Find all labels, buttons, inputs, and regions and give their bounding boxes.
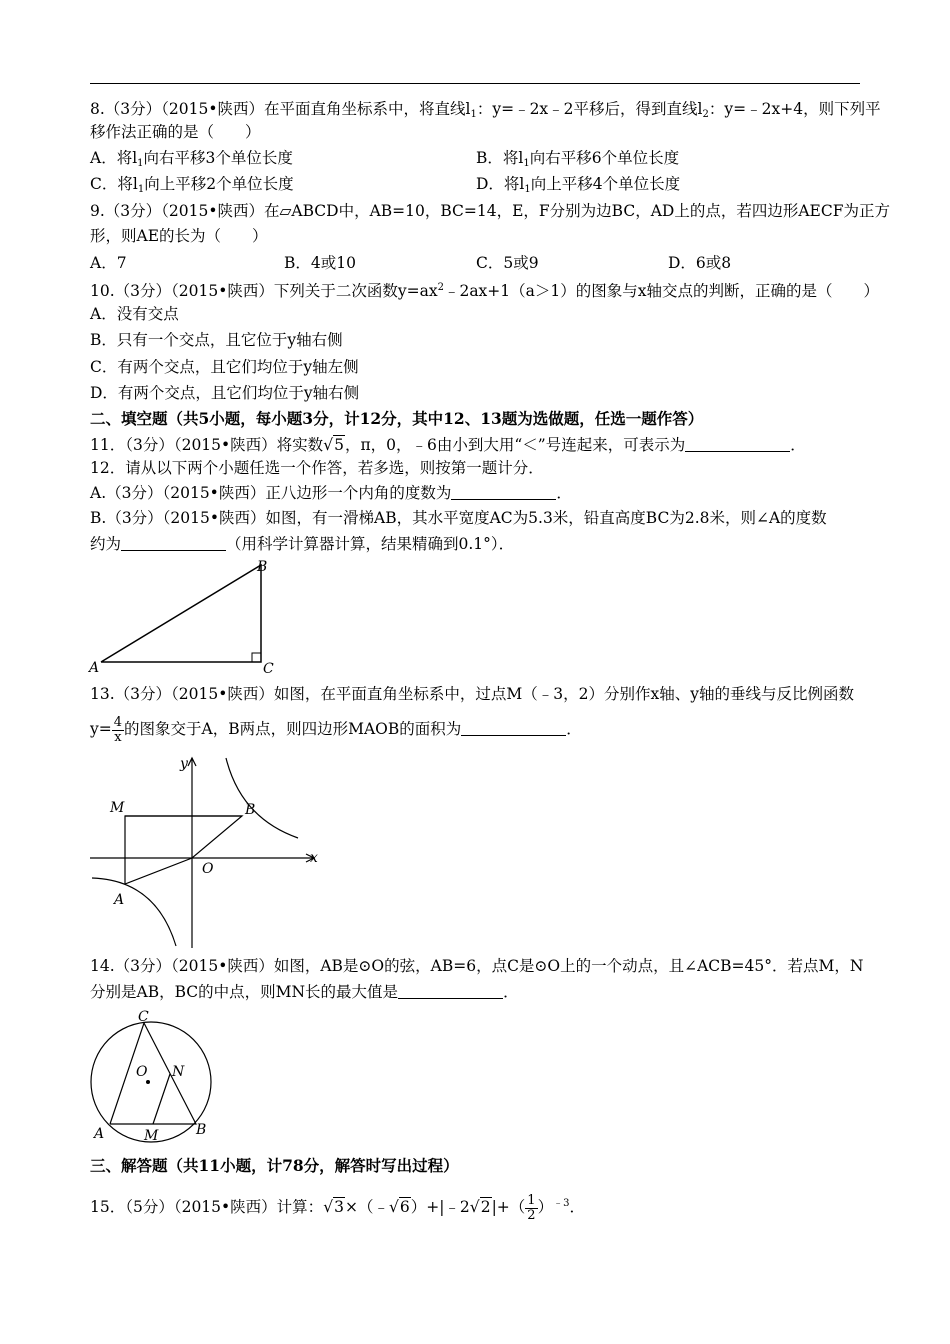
q8-option-c: C．将$l_1$向上平移2个单位长度 <box>90 175 294 195</box>
q13-stem-line2: y= $\frac{4}{x}$ 的图象交于A，B两点，则四边形MAOB的面积为 ． <box>90 714 582 745</box>
q14-stem-line1: 14.（3分）（2015•陕西）如图，AB是⊙O的弦，AB=6，点C是⊙O上的一个动点，且∠ACB=45°．若点M，N <box>90 957 864 975</box>
q9-option-a: A．7 <box>90 254 127 272</box>
q8-stem-line2: 移作法正确的是（ ） <box>90 123 261 141</box>
label-a: A <box>89 660 100 676</box>
answer-blank[interactable] <box>685 437 790 452</box>
label-a: A <box>114 892 125 908</box>
q8-option-d: D．将$l_1$向上平移4个单位长度 <box>476 175 681 195</box>
section-3-heading: 三、解答题（共11小题，计78分，解答时写出过程） <box>90 1156 459 1175</box>
q11-stem: 11．（3分）（2015•陕西）将实数√5，π，0，﹣6由小到大用“＜”号连起来，可表示为 ． <box>90 436 806 454</box>
q13-stem-line1: 13.（3分）（2015•陕西）如图，在平面直角坐标系中，过点M（﹣3，2）分别作x轴、y轴的垂线与反比例函数 <box>90 685 854 703</box>
circle-figure <box>86 1006 221 1146</box>
label-b: B <box>245 802 256 818</box>
q9-option-d: D．6或8 <box>668 254 732 272</box>
center-point <box>146 1080 150 1084</box>
answer-blank[interactable] <box>398 984 503 999</box>
label-o: O <box>202 861 214 877</box>
q9-option-c: C．5或9 <box>476 254 539 272</box>
q10-option-a: A．没有交点 <box>90 305 179 323</box>
label-c: C <box>138 1009 149 1025</box>
coordinate-figure <box>86 752 336 952</box>
q10-option-b: B．只有一个交点，且它位于y轴右侧 <box>90 331 343 349</box>
section-2-heading: 二、填空题（共5小题，每小题3分，计12分，其中12、13题为选做题，任选一题作答） <box>90 409 704 428</box>
slide-triangle-figure <box>86 556 286 676</box>
header-rule <box>90 83 860 84</box>
q14-stem-line2: 分别是AB，BC的中点，则MN长的最大值是 ． <box>90 983 519 1001</box>
q9-stem-line1: 9.（3分）（2015•陕西）在▱ABCD中，AB=10，BC=14，E，F分别为边BC，AD上的点，若四边形AECF为正方 <box>90 202 890 220</box>
q9-stem-line2: 形，则AE的长为（ ） <box>90 227 268 245</box>
label-b: B <box>196 1122 207 1138</box>
segment-mn <box>153 1074 170 1124</box>
q8-option-b: B．将$l_1$向右平移6个单位长度 <box>476 149 680 169</box>
right-angle-mark <box>252 653 261 662</box>
answer-blank[interactable] <box>451 485 556 500</box>
perpendicular-lines <box>125 816 242 884</box>
q10-option-c: C．有两个交点，且它们均位于y轴左侧 <box>90 358 359 376</box>
answer-blank[interactable] <box>121 536 226 551</box>
q15-stem: 15．（5分）（2015•陕西）计算：√3×（﹣√6）+|﹣2√2|+（ $\frac{1}{2}$ ）$^{﹣3}$． <box>90 1192 585 1223</box>
q9-option-b: B．4或10 <box>284 254 356 272</box>
q12-part-b-line2: 约为 （用科学计算器计算，结果精确到0.1°）． <box>90 535 515 553</box>
triangle-abc <box>101 565 261 662</box>
q10-option-d: D．有两个交点，且它们均位于y轴右侧 <box>90 384 360 402</box>
q8-option-a: A．将$l_1$向右平移3个单位长度 <box>90 149 293 169</box>
q8-stem-line1: 8.（3分）（2015•陕西）在平面直角坐标系中，将直线$l_1$：y=﹣2x﹣2平移后，得到直线$l_2$：y=﹣2x+4，则下列平 <box>90 100 881 120</box>
label-o: O <box>136 1064 148 1080</box>
label-n: N <box>172 1064 185 1080</box>
label-a: A <box>94 1126 105 1142</box>
label-c: C <box>263 661 274 676</box>
q12-part-a: A.（3分）（2015•陕西）正八边形一个内角的度数为 ． <box>90 484 572 502</box>
hyperbola-branch-1 <box>226 758 298 838</box>
answer-blank[interactable] <box>461 721 566 736</box>
label-b: B <box>257 559 268 575</box>
label-m: M <box>110 800 125 816</box>
q10-stem: 10.（3分）（2015•陕西）下列关于二次函数$y=ax^2﹣2ax+1(a>1)$的图象与x轴交点的判断，正确的是（ ） <box>90 282 879 300</box>
label-m: M <box>144 1128 159 1144</box>
q12-part-b-line1: B.（3分）（2015•陕西）如图，有一滑梯AB，其水平宽度AC为5.3米，铅直高度BC为2.8米，则∠A的度数 <box>90 509 827 527</box>
q12-intro: 12．请从以下两个小题任选一个作答，若多选，则按第一题计分． <box>90 459 544 477</box>
label-y: y <box>180 756 188 772</box>
quadrilateral-maob <box>125 816 242 884</box>
hyperbola-branch-2 <box>92 878 176 946</box>
label-x: x <box>310 850 318 866</box>
